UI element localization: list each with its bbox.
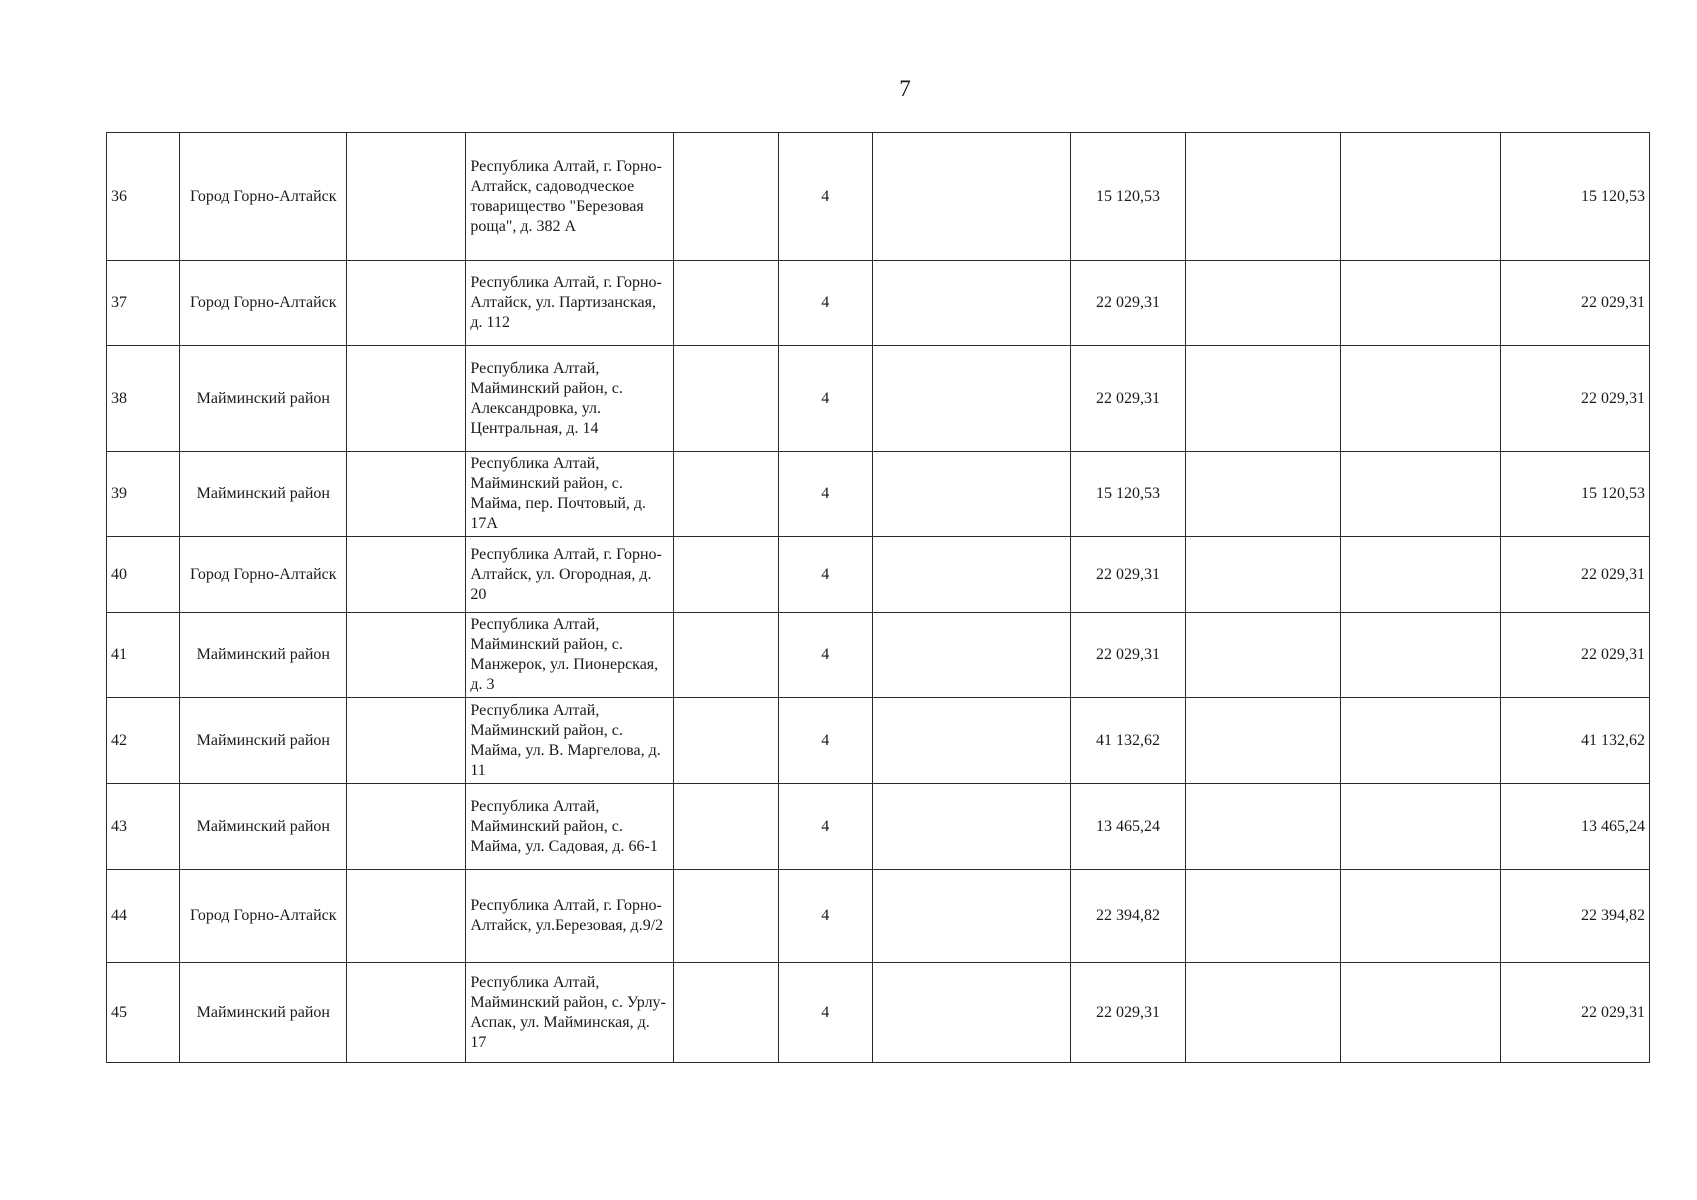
cost-cell: 15 120,53: [1070, 133, 1186, 261]
empty-cell: [1340, 870, 1500, 963]
class-cell: 4: [778, 698, 872, 784]
total-cell: 22 029,31: [1501, 613, 1650, 698]
municipality-cell: Майминский район: [180, 963, 347, 1063]
empty-cell: [347, 452, 466, 537]
empty-cell: [872, 133, 1070, 261]
address-cell: Республика Алтай, г. Горно-Алтайск, ул.Березовая, д.9/2: [466, 870, 673, 963]
municipality-cell: Майминский район: [180, 346, 347, 452]
empty-cell: [347, 870, 466, 963]
empty-cell: [1186, 452, 1341, 537]
cost-cell: 22 029,31: [1070, 613, 1186, 698]
empty-cell: [1186, 537, 1341, 613]
table-row: [107, 698, 1650, 784]
empty-cell: [673, 963, 778, 1063]
row-number-cell: 40: [107, 537, 180, 613]
address-cell: Республика Алтай, Майминский район, с. Александровка, ул. Центральная, д. 14: [466, 346, 673, 452]
municipality-cell: Город Горно-Алтайск: [180, 261, 347, 346]
address-cell: Республика Алтай, г. Горно-Алтайск, ул. Огородная, д. 20: [466, 537, 673, 613]
address-cell: Республика Алтай, Майминский район, с. Майма, пер. Почтовый, д. 17А: [466, 452, 673, 537]
empty-cell: [673, 133, 778, 261]
empty-cell: [1186, 261, 1341, 346]
address-cell: Республика Алтай, г. Горно-Алтайск, садоводческое товарищество "Березовая роща", д. 382 А: [466, 133, 673, 261]
cost-cell: 22 029,31: [1070, 346, 1186, 452]
class-cell: 4: [778, 261, 872, 346]
empty-cell: [347, 537, 466, 613]
table-row: [107, 613, 1650, 698]
empty-cell: [673, 452, 778, 537]
empty-cell: [872, 870, 1070, 963]
table-row: [107, 133, 1650, 261]
row-number-cell: 45: [107, 963, 180, 1063]
row-number-cell: 42: [107, 698, 180, 784]
table-row: [107, 784, 1650, 870]
empty-cell: [872, 537, 1070, 613]
total-cell: 41 132,62: [1501, 698, 1650, 784]
empty-cell: [673, 537, 778, 613]
cost-cell: 22 029,31: [1070, 963, 1186, 1063]
empty-cell: [1186, 870, 1341, 963]
total-cell: 15 120,53: [1501, 133, 1650, 261]
page-number: 7: [899, 76, 911, 101]
cost-cell: 15 120,53: [1070, 452, 1186, 537]
empty-cell: [1186, 784, 1341, 870]
class-cell: 4: [778, 133, 872, 261]
empty-cell: [1186, 346, 1341, 452]
cost-cell: 22 394,82: [1070, 870, 1186, 963]
empty-cell: [1340, 698, 1500, 784]
class-cell: 4: [778, 784, 872, 870]
empty-cell: [872, 784, 1070, 870]
empty-cell: [872, 261, 1070, 346]
empty-cell: [347, 698, 466, 784]
total-cell: 22 029,31: [1501, 261, 1650, 346]
empty-cell: [1340, 133, 1500, 261]
class-cell: 4: [778, 870, 872, 963]
row-number-cell: 36: [107, 133, 180, 261]
table-row: [107, 346, 1650, 452]
empty-cell: [1186, 698, 1341, 784]
empty-cell: [673, 613, 778, 698]
class-cell: 4: [778, 537, 872, 613]
empty-cell: [872, 346, 1070, 452]
table-row: [107, 452, 1650, 537]
empty-cell: [347, 613, 466, 698]
municipality-cell: Майминский район: [180, 613, 347, 698]
address-cell: Республика Алтай, Майминский район, с. Майма, ул. Садовая, д. 66-1: [466, 784, 673, 870]
municipality-cell: Город Горно-Алтайск: [180, 537, 347, 613]
empty-cell: [1186, 963, 1341, 1063]
class-cell: 4: [778, 346, 872, 452]
table-row: [107, 963, 1650, 1063]
row-number-cell: 38: [107, 346, 180, 452]
table-row: [107, 261, 1650, 346]
empty-cell: [673, 698, 778, 784]
empty-cell: [673, 870, 778, 963]
empty-cell: [1340, 261, 1500, 346]
empty-cell: [347, 261, 466, 346]
empty-cell: [347, 133, 466, 261]
empty-cell: [872, 452, 1070, 537]
registry-table: [106, 132, 1650, 1063]
empty-cell: [1340, 452, 1500, 537]
address-cell: Республика Алтай, г. Горно-Алтайск, ул. Партизанская, д. 112: [466, 261, 673, 346]
class-cell: 4: [778, 963, 872, 1063]
municipality-cell: Майминский район: [180, 698, 347, 784]
total-cell: 22 029,31: [1501, 346, 1650, 452]
address-cell: Республика Алтай, Майминский район, с. Манжерок, ул. Пионерская, д. 3: [466, 613, 673, 698]
empty-cell: [347, 963, 466, 1063]
empty-cell: [673, 784, 778, 870]
empty-cell: [1186, 613, 1341, 698]
row-number-cell: 37: [107, 261, 180, 346]
empty-cell: [673, 261, 778, 346]
empty-cell: [673, 346, 778, 452]
empty-cell: [347, 346, 466, 452]
table-row: [107, 537, 1650, 613]
row-number-cell: 41: [107, 613, 180, 698]
cost-cell: 22 029,31: [1070, 261, 1186, 346]
row-number-cell: 39: [107, 452, 180, 537]
empty-cell: [872, 613, 1070, 698]
empty-cell: [1340, 784, 1500, 870]
empty-cell: [347, 784, 466, 870]
total-cell: 13 465,24: [1501, 784, 1650, 870]
class-cell: 4: [778, 452, 872, 537]
municipality-cell: Город Горно-Алтайск: [180, 870, 347, 963]
municipality-cell: Майминский район: [180, 784, 347, 870]
municipality-cell: Майминский район: [180, 452, 347, 537]
row-number-cell: 43: [107, 784, 180, 870]
empty-cell: [1340, 346, 1500, 452]
empty-cell: [1340, 537, 1500, 613]
empty-cell: [1340, 963, 1500, 1063]
total-cell: 22 394,82: [1501, 870, 1650, 963]
empty-cell: [1186, 133, 1341, 261]
class-cell: 4: [778, 613, 872, 698]
total-cell: 22 029,31: [1501, 963, 1650, 1063]
table-row: [107, 870, 1650, 963]
total-cell: 22 029,31: [1501, 537, 1650, 613]
empty-cell: [872, 963, 1070, 1063]
address-cell: Республика Алтай, Майминский район, с. Майма, ул. В. Маргелова, д. 11: [466, 698, 673, 784]
address-cell: Республика Алтай, Майминский район, с. Урлу-Аспак, ул. Майминская, д. 17: [466, 963, 673, 1063]
cost-cell: 22 029,31: [1070, 537, 1186, 613]
municipality-cell: Город Горно-Алтайск: [180, 133, 347, 261]
cost-cell: 13 465,24: [1070, 784, 1186, 870]
empty-cell: [872, 698, 1070, 784]
cost-cell: 41 132,62: [1070, 698, 1186, 784]
row-number-cell: 44: [107, 870, 180, 963]
total-cell: 15 120,53: [1501, 452, 1650, 537]
empty-cell: [1340, 613, 1500, 698]
